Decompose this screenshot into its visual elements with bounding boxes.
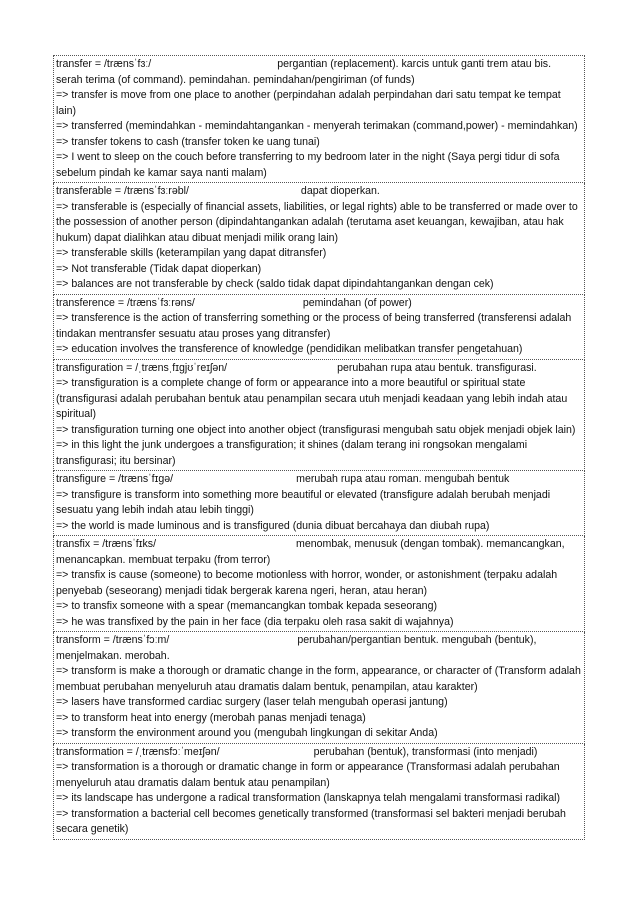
meaning-continued: serah terima (of command). pemindahan. pemindahan/pengiriman (of funds)	[56, 73, 415, 86]
entry-transfiguration	[53, 360, 585, 472]
entry-header	[56, 472, 582, 488]
meaning: perubahan (bentuk), transformasi (into menjadi)	[313, 745, 538, 758]
headword: transfigure = /trænsˈfɪgə/	[56, 473, 174, 485]
example-line: => its landscape has undergone a radical transformation (lanskapnya telah mengalami transformasi radikal)	[56, 792, 561, 804]
headword: transferable = /trænsˈfɜːrəbl/	[56, 185, 189, 197]
headword: transference = /trænsˈfɜːrəns/	[56, 296, 195, 309]
example-line: => transform is make a thorough or dramatic change in the form, appearance, or character of (Transform adalah membuat perubahan menyeluruh atau dramatis dalam bentuk, penampilan, atau karakter)	[56, 665, 581, 693]
example-line: => the world is made luminous and is transfigured (dunia dibuat bercahaya dan diubah rupa)	[56, 519, 490, 532]
entry-header	[56, 537, 582, 553]
example-line: => lasers have transformed cardiac surgery (laser telah mengubah operasi jantung)	[56, 696, 448, 708]
entry-transform	[53, 632, 585, 744]
example-line: => in this light the junk undergoes a transfiguration; it shines (dalam terang ini rongsokan mengalami transfigurasi; itu bersinar)	[56, 439, 528, 467]
entry-header	[56, 361, 582, 377]
entry-header	[56, 633, 582, 649]
headword: transformation = /ˌtrænsfɔːˈmeɪʃən/	[56, 745, 220, 758]
example-line: => transformation a bacterial cell becomes genetically transformed (transformasi sel bakteri menjadi berubah secara genetik)	[56, 807, 566, 835]
example-line: => transferred (memindahkan - memindahtangankan - menyerah terimakan (command,power) - memindahkan)	[56, 120, 578, 132]
meaning: pergantian (replacement). karcis untuk ganti trem atau bis.	[277, 58, 552, 70]
example-line: => I went to sleep on the couch before transferring to my bedroom later in the night (Saya pergi tidur di sofa sebelum pindah ke kamar saya nanti malam)	[56, 151, 560, 179]
example-line: => transfiguration turning one object into another object (transfigurasi mengubah satu objek menjadi objek lain)	[56, 423, 576, 436]
example-line: => balances are not transferable by check (saldo tidak dapat dipindahtangankan dengan cek)	[56, 278, 494, 290]
example-line: => transfiguration is a complete change of form or appearance into a more beautiful or spiritual state (transfigurasi adalah perubahan bentuk atau penampilan secara utuh menjadi keadaan yang lebih indah atau spiritual)	[56, 377, 568, 420]
entry-transferable	[53, 183, 585, 295]
example-line: => transferable is (especially of financial assets, liabilities, or legal rights) able to be transferred or made over to the possession of another person (dipindahtangankan adalah (terutama aset keuangan, kewajiban, atau hak hukum) dapat dialihkan atau dibuat menjadi milik orang lain)	[56, 200, 578, 244]
example-line: => Not transferable (Tidak dapat dioperkan)	[56, 262, 262, 275]
example-line: => transformation is a thorough or dramatic change in form or appearance (Transformasi adalah perubahan menyeluruh atau dramatis dalam bentuk atau penampilan)	[56, 761, 560, 789]
example-line: => transferable skills (keterampilan yang dapat ditransfer)	[56, 247, 327, 259]
entry-transfigure	[53, 471, 585, 536]
headword: transform = /trænsˈfɔːm/	[56, 634, 170, 646]
entry-header	[56, 57, 582, 73]
meaning: pemindahan (of power)	[302, 296, 412, 309]
meaning: merubah rupa atau roman. mengubah bentuk	[296, 473, 510, 485]
headword: transfiguration = /ˌtrænsˌfɪgjʊˈreɪʃən/	[56, 361, 228, 374]
entry-header	[56, 296, 582, 312]
example-line: => transform the environment around you (mengubah lingkungan di sekitar Anda)	[56, 727, 438, 739]
example-line: => transfer is move from one place to another (perpindahan adalah perpindahan dari satu tempat ke tempat lain)	[56, 89, 561, 117]
meaning-continued: menancapkan. membuat terpaku (from terror)	[56, 553, 271, 566]
meaning: dapat dioperkan.	[300, 185, 380, 197]
meaning: menombak, menusuk (dengan tombak). memancangkan,	[296, 538, 565, 550]
example-line: => transference is the action of transferring something or the process of being transferred (transferensi adalah tindakan mentransfer sesuatu atau proses yang ditransfer)	[56, 312, 572, 340]
headword: transfer = /trænsˈfɜː/	[56, 58, 152, 70]
entry-transfix	[53, 536, 585, 632]
example-line: => transfix is cause (someone) to become motionless with horror, wonder, or astonishment (terpaku adalah penyebab (seseorang) menjadi tidak bergerak karena ngeri, heran, atau heran)	[56, 569, 558, 597]
headword: transfix = /trænsˈfɪks/	[56, 538, 157, 550]
entry-header	[56, 745, 582, 761]
example-line: => transfer tokens to cash (transfer token ke uang tunai)	[56, 135, 320, 148]
dictionary-table	[53, 55, 585, 840]
meaning-continued: menjelmakan. merobah.	[56, 649, 170, 662]
entry-transfer	[53, 55, 585, 183]
example-line: => to transform heat into energy (merobah panas menjadi tenaga)	[56, 711, 366, 724]
example-line: => to transfix someone with a spear (memancangkan tombak kepada seseorang)	[56, 600, 437, 612]
entry-transference	[53, 295, 585, 360]
meaning: perubahan rupa atau bentuk. transfigurasi.	[337, 361, 537, 374]
example-line: => he was transfixed by the pain in her face (dia terpaku oleh rasa sakit di wajahnya)	[56, 615, 454, 628]
entry-transformation	[53, 744, 585, 840]
meaning: perubahan/pergantian bentuk. mengubah (bentuk),	[297, 634, 537, 646]
example-line: => education involves the transference of knowledge (pendidikan melibatkan transfer pengetahuan)	[56, 343, 523, 355]
example-line: => transfigure is transform into something more beautiful or elevated (transfigure adalah berubah menjadi sesuatu yang lebih indah atau lebih tinggi)	[56, 488, 551, 516]
entry-header	[56, 184, 582, 200]
